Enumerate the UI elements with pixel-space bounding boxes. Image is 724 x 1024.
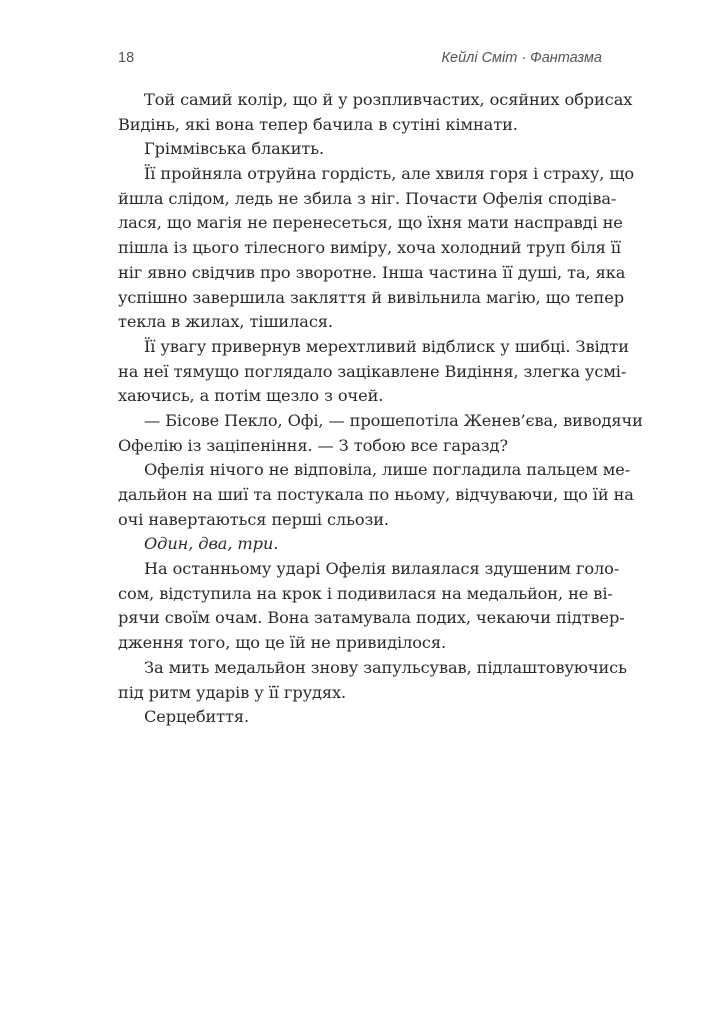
text-line: Видінь, які вона тепер бачила в сутіні кімнати. [118, 114, 518, 134]
running-title: Кейлі Сміт · Фантазма [441, 50, 602, 66]
text-line: лася, що магія не перенесеться, що їхня мати насправді не [118, 213, 623, 233]
text-line: дження того, що це їй не привиділося. [118, 633, 447, 653]
text-line: Той самий колір, що й у розпливчастих, осяйних обрисах [144, 90, 633, 109]
text-line: На останньому ударі Офелія вилаялася здушеним голо- [144, 559, 620, 579]
text-line: — Бісове Пекло, Офі, — прошепотіла Женев’єва, виводячи [144, 410, 643, 430]
body-text [118, 88, 643, 730]
text-line: Її пройняла отруйна гордість, але хвиля горя і страху, що [144, 164, 634, 184]
text-line: на неї тямущо поглядало зацікавлене Видіння, злегка усмі- [118, 361, 627, 381]
text-line: За мить медальйон знову запульсував, підлаштовуючись [144, 657, 627, 677]
text-line: Серцебиття. [144, 707, 250, 727]
text-line: пішла із цього тілесного виміру, хоча холодний труп біля її [118, 238, 621, 258]
text-line: Один, два, три. [144, 534, 279, 554]
text-line: під ритм ударів у її грудях. [118, 682, 347, 702]
page-header [118, 50, 602, 70]
text-line: хаючись, а потім щезло з очей. [118, 386, 384, 406]
text-line: Її увагу привернув мерехтливий відблиск у шибці. Звідти [144, 336, 629, 356]
text-line: йшла слідом, ледь не збила з ніг. Почасти Офелія сподіва- [118, 188, 617, 208]
text-line: Гріммівська блакить. [144, 139, 325, 159]
text-line: ніг явно свідчив про зворотне. Інша частина її душі, та, яка [118, 262, 626, 282]
text-line: Офелія нічого не відповіла, лише погладила пальцем ме- [144, 460, 631, 480]
text-line: рячи своїм очам. Вона затамувала подих, чекаючи підтвер- [118, 608, 625, 628]
text-line: очі навертаються перші сльози. [118, 509, 389, 529]
text-line: успішно завершила закляття й вивільнила магію, що тепер [118, 287, 624, 307]
text-line: сом, відступила на крок і подивилася на медальйон, не ві- [118, 583, 613, 603]
text-line: дальйон на шиї та постукала по ньому, відчуваючи, що їй на [118, 485, 634, 504]
text-line: Офелію із заціпеніння. — З тобою все гаразд? [118, 435, 508, 455]
page-number: 18 [118, 50, 135, 66]
text-line: текла в жилах, тішилася. [118, 312, 333, 332]
